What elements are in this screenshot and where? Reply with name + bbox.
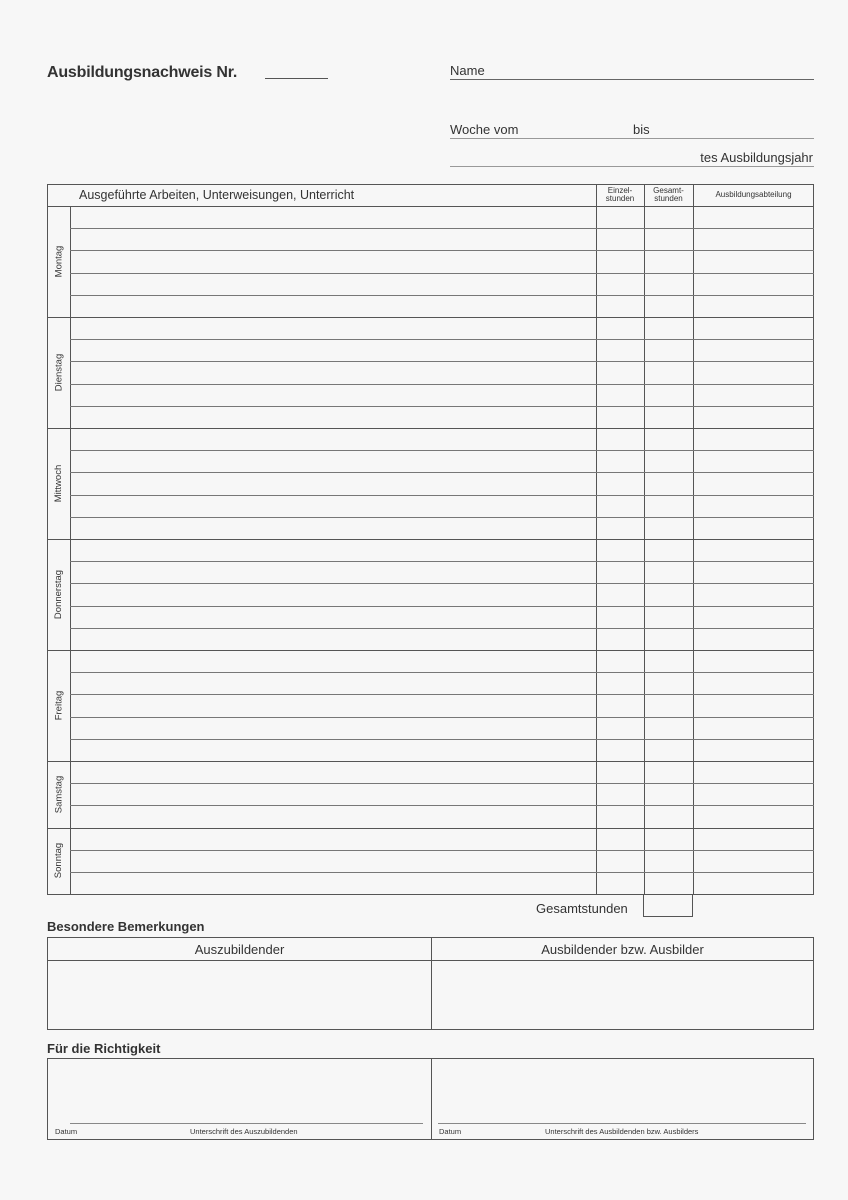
day-label-text: Sonntag	[53, 843, 64, 879]
row-divider	[70, 228, 814, 229]
table-row[interactable]	[71, 318, 596, 339]
woche-vom-label: Woche vom	[450, 122, 519, 137]
day-label-dienstag	[47, 317, 70, 428]
table-row[interactable]	[71, 629, 596, 650]
datum-label-left: Datum	[55, 1127, 78, 1136]
row-divider	[70, 273, 814, 274]
column-header-gesamtstunden: Gesamt- stunden	[653, 185, 684, 203]
day-label-text: Mittwoch	[53, 464, 65, 503]
remarks-input-auszubildender[interactable]	[48, 961, 431, 1030]
row-divider	[70, 739, 814, 740]
nr-input-line[interactable]	[265, 78, 328, 79]
table-row[interactable]	[71, 607, 596, 628]
table-row[interactable]	[71, 340, 596, 361]
ausbildungsjahr-input-line[interactable]	[450, 166, 814, 167]
row-divider	[70, 339, 814, 340]
table-row[interactable]	[71, 584, 596, 605]
table-row[interactable]	[71, 473, 596, 494]
day-label-text: Montag	[53, 245, 64, 278]
column-header-work: Ausgeführte Arbeiten, Unterweisungen, Unterricht	[79, 188, 355, 202]
row-divider	[70, 672, 814, 673]
document-title: Ausbildungsnachweis Nr.	[47, 64, 238, 81]
row-divider	[70, 628, 814, 629]
table-row[interactable]	[71, 540, 596, 561]
datum-label-right: Datum	[439, 1127, 462, 1136]
row-divider	[70, 250, 814, 251]
remarks-header-ausbilder: Ausbildender bzw. Ausbilder	[541, 941, 704, 957]
table-row[interactable]	[71, 651, 596, 672]
day-label-freitag	[47, 650, 70, 761]
row-divider	[70, 450, 814, 451]
day-label-text: Samstag	[53, 775, 64, 814]
signature-table	[47, 1058, 814, 1140]
row-divider	[70, 361, 814, 362]
table-row[interactable]	[71, 784, 596, 805]
table-row[interactable]	[71, 407, 596, 428]
ausbildungsjahr-label: tes Ausbildungsjahr	[700, 150, 813, 165]
day-label-text: Freitag	[53, 690, 65, 721]
table-row[interactable]	[71, 762, 596, 783]
row-divider	[70, 872, 814, 873]
table-row[interactable]	[71, 695, 596, 716]
row-divider	[70, 694, 814, 695]
table-row[interactable]	[71, 429, 596, 450]
table-row[interactable]	[71, 718, 596, 739]
row-divider	[70, 517, 814, 518]
table-row[interactable]	[71, 207, 596, 228]
row-divider	[70, 384, 814, 385]
signature-line-auszubildender[interactable]	[70, 1123, 423, 1124]
table-row[interactable]	[71, 296, 596, 317]
day-label-text: Dienstag	[53, 353, 64, 392]
gesamtstunden-label: Gesamtstunden	[536, 901, 628, 916]
row-divider	[70, 472, 814, 473]
remarks-table	[47, 937, 814, 1030]
day-label-sonntag	[47, 828, 70, 895]
column-header-einzelstunden: Einzel- stunden	[605, 185, 635, 203]
bis-label: bis	[633, 122, 650, 137]
row-divider	[70, 561, 814, 562]
table-row[interactable]	[71, 829, 596, 850]
row-divider	[70, 495, 814, 496]
table-row[interactable]	[71, 851, 596, 872]
name-label: Name	[450, 63, 485, 78]
row-divider	[70, 583, 814, 584]
row-divider	[70, 406, 814, 407]
table-row[interactable]	[71, 362, 596, 383]
table-row[interactable]	[71, 451, 596, 472]
column-header-ausbildungsabteilung: Ausbildungsabteilung	[715, 189, 792, 199]
day-label-mittwoch	[47, 428, 70, 539]
day-label-samstag	[47, 761, 70, 828]
table-row[interactable]	[71, 873, 596, 894]
table-border-top	[47, 184, 814, 185]
row-divider	[70, 850, 814, 851]
besondere-bemerkungen-title: Besondere Bemerkungen	[47, 919, 205, 934]
table-row[interactable]	[71, 806, 596, 827]
signature-line-ausbilder[interactable]	[438, 1123, 806, 1124]
name-input-line[interactable]	[450, 79, 814, 80]
row-divider	[70, 783, 814, 784]
table-row[interactable]	[71, 673, 596, 694]
unterschrift-ausbilder-label: Unterschrift des Ausbildenden bzw. Ausbilders	[545, 1127, 699, 1136]
day-label-montag	[47, 206, 70, 317]
woche-input-line[interactable]	[450, 138, 814, 139]
remarks-input-ausbilder[interactable]	[432, 961, 814, 1030]
table-row[interactable]	[71, 274, 596, 295]
table-row[interactable]	[71, 251, 596, 272]
day-label-donnerstag	[47, 539, 70, 650]
row-divider	[70, 717, 814, 718]
weekly-report-table	[47, 184, 814, 895]
row-divider	[70, 606, 814, 607]
table-row[interactable]	[71, 740, 596, 761]
row-divider	[70, 805, 814, 806]
fuer-die-richtigkeit-title: Für die Richtigkeit	[47, 1041, 161, 1056]
table-row[interactable]	[71, 518, 596, 539]
table-row[interactable]	[71, 229, 596, 250]
day-label-text: Donnerstag	[53, 569, 64, 620]
gesamtstunden-input[interactable]	[643, 895, 693, 917]
table-row[interactable]	[71, 496, 596, 517]
unterschrift-auszubildender-label: Unterschrift des Auszubildenden	[190, 1127, 298, 1136]
row-divider	[70, 295, 814, 296]
table-row[interactable]	[71, 385, 596, 406]
table-row[interactable]	[71, 562, 596, 583]
remarks-header-auszubildender: Auszubildender	[194, 941, 285, 957]
